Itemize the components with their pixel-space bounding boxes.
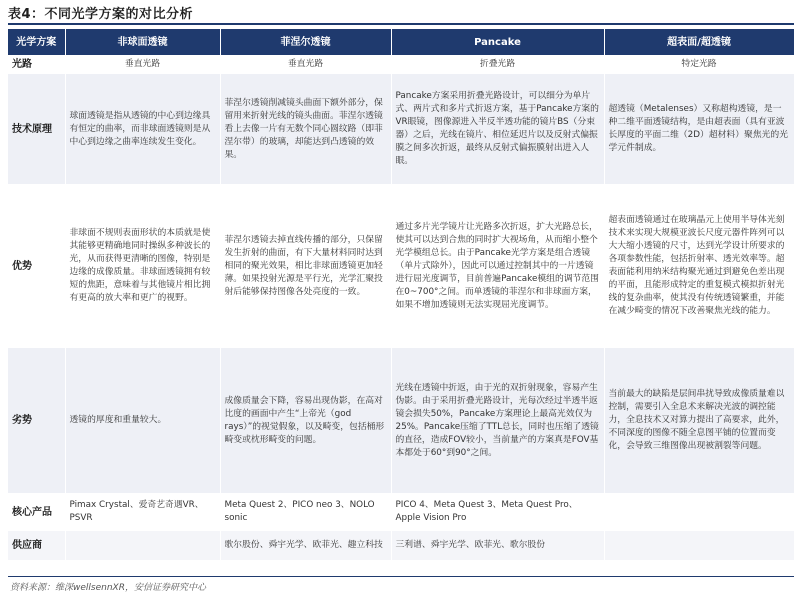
table-cell [604, 531, 794, 561]
table-row-core-products [8, 494, 794, 531]
table-cell: PICO 4、Meta Quest 3、Meta Quest Pro、Apple Vision Pro [391, 494, 604, 531]
table-cell: 菲涅尔透镜去掉直线传播的部分，只保留发生折射的曲面，有下大量材料同时达到相同的聚光效果，相比非球面透镜更加轻薄。如果投射光源是平行光，光学汇聚投射后能够保持图像各处亮度的一致。 [220, 185, 391, 348]
table-cell: 光线在透镜中折返，由于光的双折射现象，容易产生伪影。由于采用折叠光路设计，光每次经过半透半返镜会损失50%，Pancake方案理论上最高光效仅为25%。Pancake压缩了TTL总长，同时也压缩了透镜的直径，造成FOV较小，当前量产的方案真是FOV基本都处于60°到90°之间。 [391, 348, 604, 494]
table-cell: 菲涅尔透镜削减镜头曲面下额外部分，保留用来折射光线的镜头曲面。菲涅尔透镜看上去像一片有无数个同心圆纹路（即菲涅尔带）的玻璃，却能达到凸透镜的效果。 [220, 74, 391, 185]
row-header: 核心产品 [8, 494, 65, 531]
table-cell: 球面透镜是指从透镜的中心到边缘具有恒定的曲率，而非球面透镜则是从中心到边缘之曲率连续发生变化。 [65, 74, 220, 185]
table-cell: Pimax Crystal、爱奇艺奇遇VR、PSVR [65, 494, 220, 531]
table-cell: 非球面不规则表面形状的本质就是使其能够更精确地同时操纵多种波长的光，从而获得更清晰的图像，特别是边缘的成像质量。非球面透镜拥有较短的焦距，意味着与其他镜片相比拥有更高的放大率和更广的视野。 [65, 185, 220, 348]
header-cell: 超表面/超透镜 [604, 29, 794, 56]
table-cell: 超透镜（Metalenses）又称超构透镜，是一种二维平面透镜结构，是由超表面（具有亚波长厚度的平面二维（2D）超材料）聚焦光的光学元件制成。 [604, 74, 794, 185]
table-cell: 垂直光路 [65, 56, 220, 74]
row-header: 优势 [8, 185, 65, 348]
table-cell: 透镜的厚度和重量较大。 [65, 348, 220, 494]
bottom-rule [8, 576, 794, 577]
header-cell: 菲涅尔透镜 [220, 29, 391, 56]
header-cell: 非球面透镜 [65, 29, 220, 56]
table-cell [604, 494, 794, 531]
source-note: 资料来源：维深wellsennXR，安信证券研究中心 [10, 583, 206, 593]
table-cell: Pancake方案采用折叠光路设计，可以细分为单片式、两片式和多片式折返方案，基于Pancake方案的VR眼镜，图像源进入半反半透功能的镜片BS（分束器）之后，光线在镜片、相位延迟片以及反射式偏振膜之间多次折返，最终从反射式偏振膜射出进入人眼。 [391, 74, 604, 185]
table-row-principle [8, 74, 794, 185]
header-cell: 光学方案 [8, 29, 65, 56]
row-header: 劣势 [8, 348, 65, 494]
title-rule [8, 23, 794, 25]
table-row-disadvantages [8, 348, 794, 494]
table-cell: 折叠光路 [391, 56, 604, 74]
table-cell: 三利谱、舜宇光学、欧菲光、歌尔股份 [391, 531, 604, 561]
table-cell: 垂直光路 [220, 56, 391, 74]
table-row-advantages [8, 185, 794, 348]
optics-comparison-table [8, 29, 795, 561]
table-cell: 成像质量会下降，容易出现伪影，在高对比度的画面中产生“上帝光（god rays）”的视觉假象，以及畸变，包括桶形畸变或枕形畸变的问题。 [220, 348, 391, 494]
header-cell: Pancake [391, 29, 604, 56]
row-header: 光路 [8, 56, 65, 74]
table-row-suppliers [8, 531, 794, 561]
table-cell: 超表面透镜通过在玻璃晶元上使用半导体光刻技术来实现大规模亚波长尺度元器件阵列可以大大缩小透镜的尺寸，达到光学设计所要求的各项参数性能，包括折射率、透光效率等。超表面能利用纳米结构聚光通过到避免色差出现的平面，且能形成特定的重复模式模拟折射光线的复杂曲率，使其没有传统透镜繁重，并能在减少畸变的情况下改善聚焦光线的能力。 [604, 185, 794, 348]
table-cell: 歌尔股份、舜宇光学、欧菲光、趣立科技 [220, 531, 391, 561]
table-title: 表4：不同光学方案的对比分析 [8, 7, 194, 22]
row-header: 技术原理 [8, 74, 65, 185]
header-row [8, 29, 794, 56]
table-cell: 通过多片光学镜片让光路多次折返，扩大光路总长，使其可以达到合焦的同时扩大视场角，从而缩小整个光学模组总长。由于Pancake光学方案是组合透镜（单片式除外），因此可以通过控制其中的一片透镜进行屈光度调节，目前普遍Pancake模组的调节范围在0~700°之间。而单透镜的菲涅尔和非球面方案，如果不增加透镜则无法实现屈光度调节。 [391, 185, 604, 348]
table-cell: 当前最大的缺陷是层间串扰导致成像质量难以控制，需要引入全息术来解决光波的调控能力，全息技术又对算力提出了高要求，此外，不同深度的图像不随全息图平铺的位置而变化，会导致三维图像出现被割裂等问题。 [604, 348, 794, 494]
table-cell [65, 531, 220, 561]
table-cell: 特定光路 [604, 56, 794, 74]
row-header: 供应商 [8, 531, 65, 561]
table-cell: Meta Quest 2、PICO neo 3、NOLO sonic [220, 494, 391, 531]
table-row-optical-path [8, 56, 794, 74]
